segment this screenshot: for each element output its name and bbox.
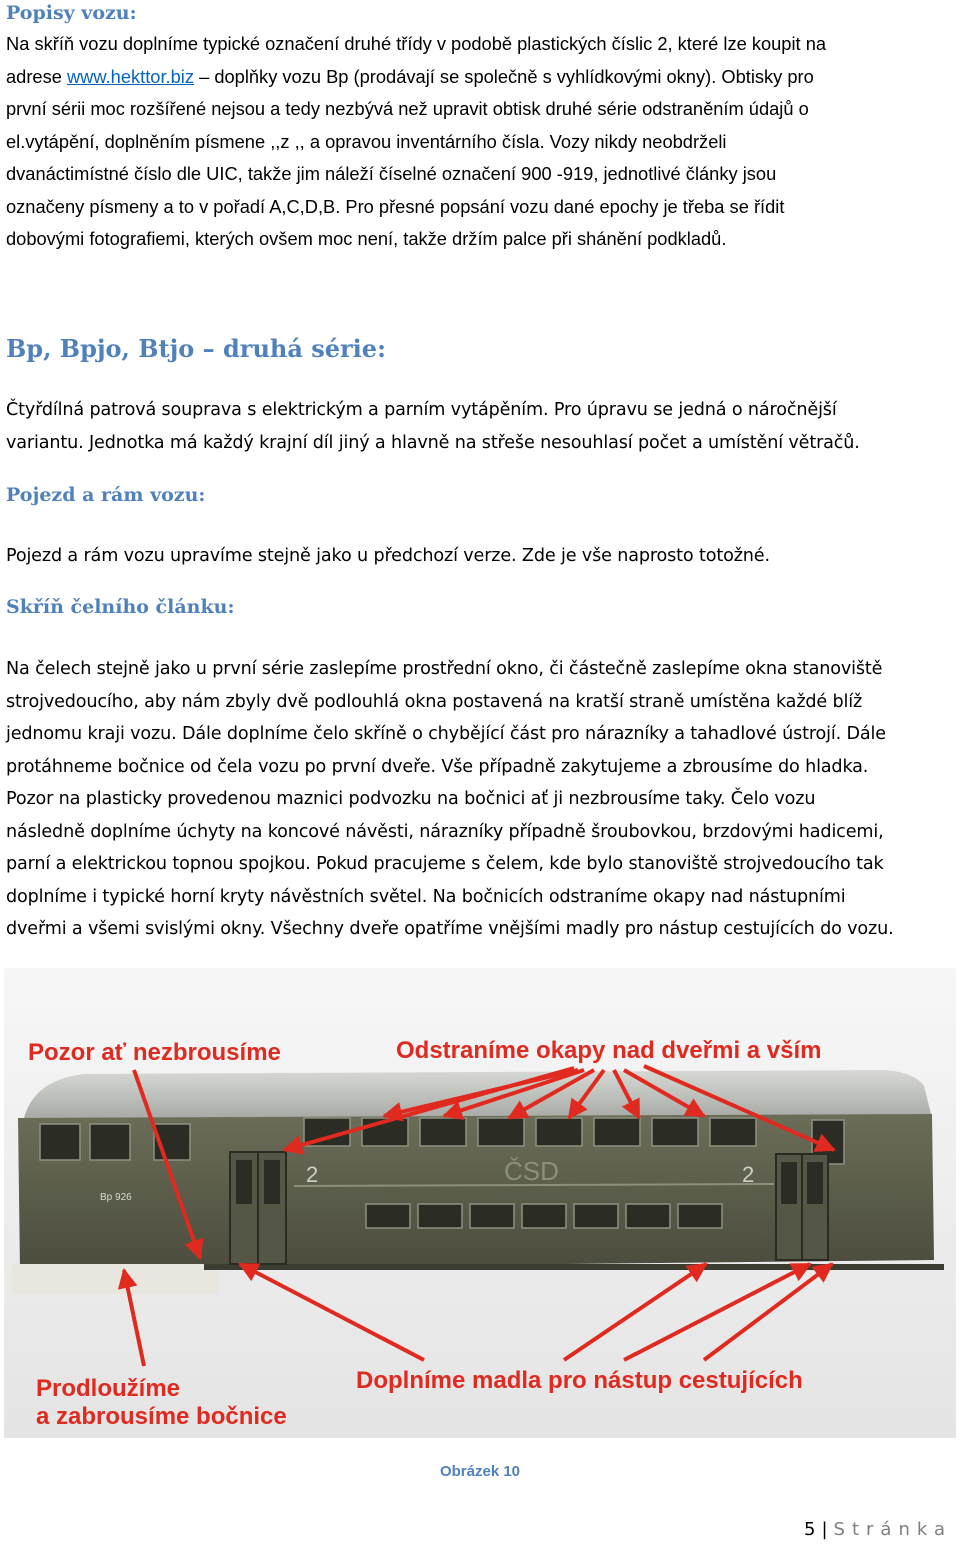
text-line: Pozor na plasticky provedenou maznici podvozku na bočnici ať ji nezbrousíme taky. Čelo vozu: [6, 789, 816, 809]
text-line: Pojezd a rám vozu upravíme stejně jako u předchozí verze. Zde je vše naprosto totožné.: [6, 546, 770, 566]
heading-pojezd: Pojezd a rám vozu:: [6, 484, 206, 506]
footer-separator: |: [821, 1519, 828, 1540]
text-line: variantu. Jednotka má každý krajní díl jiný a hlavně na střeše nesouhlasí počet a umístění větračů.: [6, 432, 860, 453]
text-line: dvanáctimístné číslo dle UIC, takže jim náleží číselné označení 900 -919, jednotlivé články jsou: [6, 163, 777, 184]
label-prodlouzime-1: Prodloužíme: [36, 1375, 181, 1402]
footer-word: Stránka: [833, 1519, 952, 1540]
page-number: 5: [804, 1519, 816, 1540]
hekttor-link[interactable]: www.hekttor.biz: [66, 65, 194, 87]
paragraph-druha-serie: [6, 394, 952, 459]
car-sill: [204, 1264, 944, 1270]
paragraph-popisy-vozu: [6, 28, 952, 256]
text-line: první sérii moc rozšířené nejsou a tedy nezbývá než upravit obtisk druhé série odstraněním údajů o: [6, 98, 809, 119]
page-footer: [804, 1519, 952, 1540]
class-numeral-right: 2: [742, 1162, 755, 1187]
figure-caption: Obrázek 10: [439, 1463, 521, 1480]
heading-druha-serie: Bp, Bpjo, Btjo – druhá série:: [6, 334, 386, 363]
text-line: následně doplníme úchyty na koncové návěsti, nárazníky případně šroubovkou, brzdovými hadicemi,: [6, 821, 884, 842]
text-line: strojvedoucího, aby nám zbyly dvě podlouhlá okna postavená na kratší straně umístěna každé blíž: [6, 691, 863, 712]
label-pozor: Pozor ať nezbrousíme: [28, 1039, 281, 1066]
class-numeral-left: 2: [306, 1162, 319, 1187]
text-line: parní a elektrickou topnou spojkou. Pokud pracujeme s čelem, kde bylo stanoviště strojvedoucího tak: [6, 854, 884, 874]
label-madla: Doplníme madla pro nástup cestujících: [356, 1367, 803, 1394]
car-base: [12, 1264, 218, 1294]
train-car-photo: [4, 968, 956, 1438]
label-odstranime: Odstraníme okapy nad dveřmi a vším: [396, 1037, 822, 1064]
car-number-label: Bp 926: [100, 1192, 132, 1203]
text-line: Na čelech stejně jako u první série zaslepíme prostřední okno, či částečně zaslepíme okna stanoviště: [6, 659, 883, 679]
text-line: doplníme i typické horní kryty návěstních světel. Na bočnicích odstraníme okapy nad nástupními: [6, 886, 846, 907]
text-line: označeny písmeny a to v pořadí A,C,D,B. Pro přesné popsání vozu dané epochy je třeba se řídit: [6, 195, 785, 217]
text-line: Na skříň vozu doplníme typické označení druhé třídy v podobě plastických číslic 2, které lze koupit na: [6, 33, 827, 54]
text-line: dveřmi a všemi svislými okny. Všechny dveře opatříme vnějšími madly pro nástup cestujících do vozu.: [6, 919, 894, 939]
paragraph-skrin: [6, 653, 952, 946]
heading-popisy-vozu: Popisy vozu:: [6, 2, 137, 24]
heading-skrin-celniho-clanku: Skříň čelního článku:: [6, 596, 235, 618]
lower-windows: [366, 1204, 722, 1228]
text-line: dobovými fotografiemi, kterých ovšem moc není, takže držím palce při shánění podkladů.: [6, 228, 727, 249]
text-line: el.vytápění, doplněním písmene ,,z ,, a opravou inventárního čísla. Vozy nikdy neobdrželi: [6, 130, 727, 152]
text-line: adrese www.hekttor.biz – doplňky vozu Bp (prodávají se společně s vyhlídkovými okny). Obtisky pro: [6, 65, 814, 87]
text-line: protáhneme bočnice od čela vozu po první dveře. Vše případně zakytujeme a zbrousíme do hladka.: [6, 756, 869, 777]
text-line: jednomu kraji vozu. Dále doplníme čelo skříně o chybějící část pro nárazníky a tahadlové ústrojí. Dále: [6, 724, 886, 744]
csd-marking: ČSD: [504, 1156, 559, 1186]
label-prodlouzime-2: a zabrousíme bočnice: [36, 1403, 287, 1430]
train-car-illustration: [4, 968, 956, 1438]
paragraph-pojezd: [6, 540, 952, 573]
text-line: Čtyřdílná patrová souprava s elektrickým a parním vytápěním. Pro úpravu se jedná o náročnější: [6, 400, 837, 420]
